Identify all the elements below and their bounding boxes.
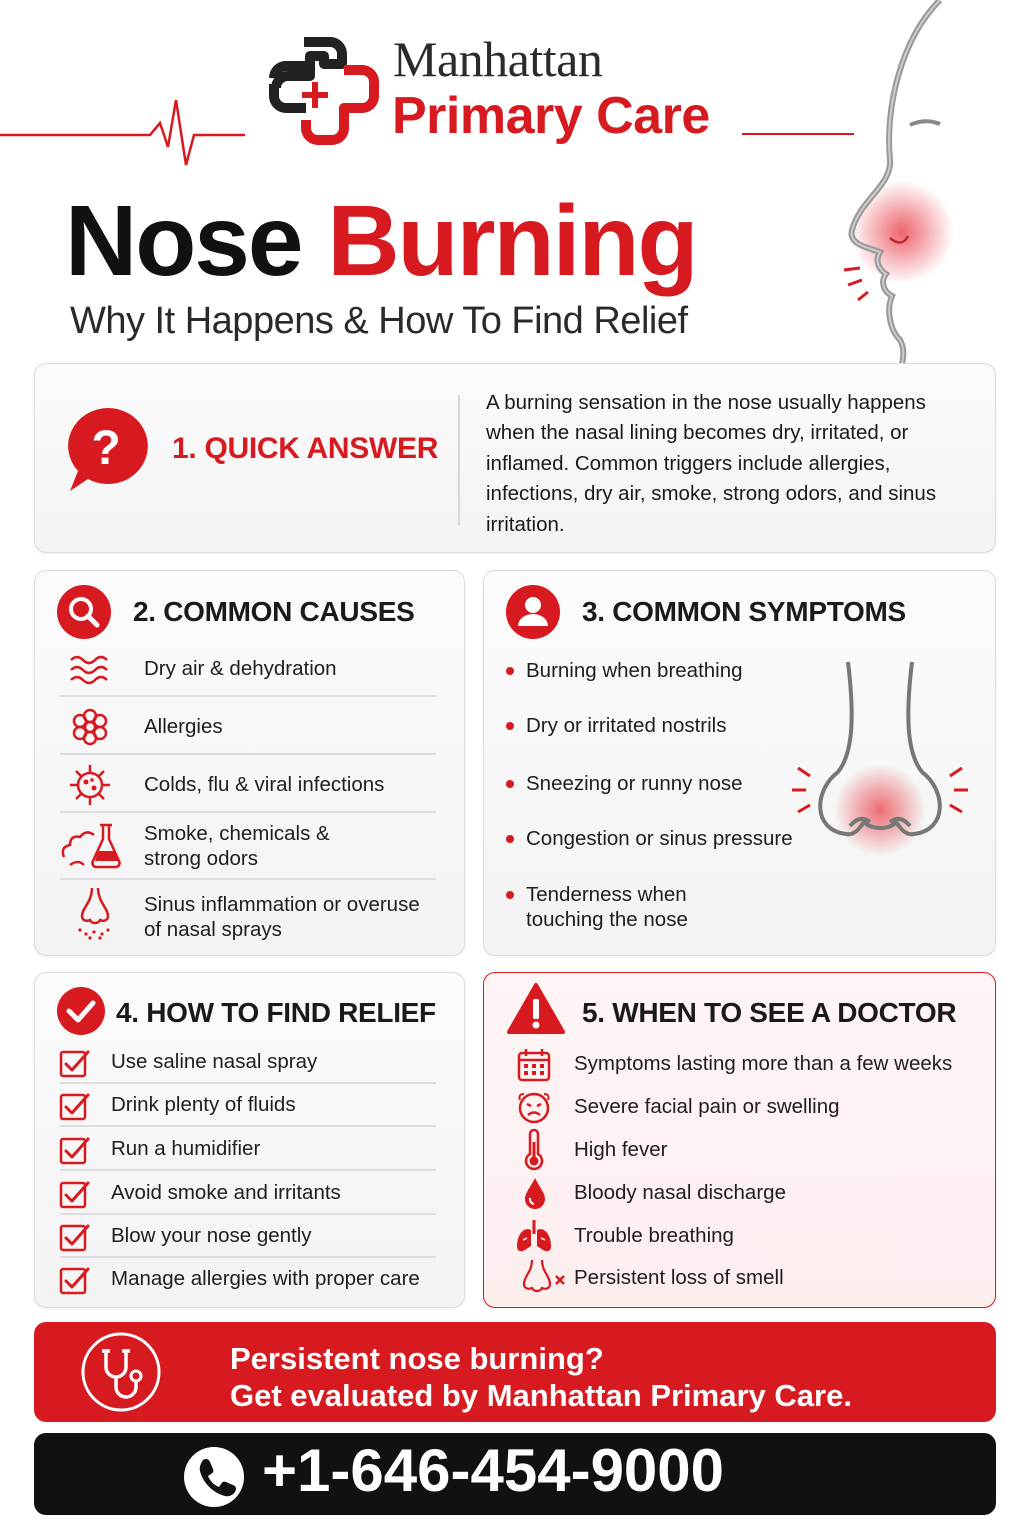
symptom-item: Congestion or sinus pressure <box>526 827 793 850</box>
cause-item: Dry air & dehydration <box>144 657 337 680</box>
checkbox-icon <box>59 1091 91 1121</box>
cause-item: Allergies <box>144 715 223 738</box>
question-bubble-icon <box>62 404 154 494</box>
phone-number[interactable]: +1-646-454-9000 <box>262 1437 725 1504</box>
relief-item: Blow your nose gently <box>111 1224 312 1247</box>
doctor-item: Persistent loss of smell <box>574 1266 784 1289</box>
cause-divider <box>60 878 436 880</box>
checkbox-icon <box>59 1222 91 1252</box>
face-pain-icon <box>516 1090 552 1126</box>
relief-item: Avoid smoke and irritants <box>111 1181 341 1204</box>
relief-title: 4. HOW TO FIND RELIEF <box>116 997 436 1028</box>
cause-item <box>144 893 420 942</box>
face-profile-illustration <box>830 0 1030 365</box>
wavy-air-icon <box>67 652 113 688</box>
nose-spray-icon <box>72 886 116 940</box>
cause-item-line2: of nasal sprays <box>144 917 282 941</box>
symptom-bullet <box>506 835 514 843</box>
quick-answer-text: A burning sensation in the nose usually happens when the nasal lining becomes dry, irritated, or inflamed. Common triggers include allergies, infections, dry air, smoke, strong odors, and sinus irritation. <box>486 391 937 536</box>
relief-item: Manage allergies with proper care <box>111 1267 420 1290</box>
cause-item-line2: strong odors <box>144 846 258 870</box>
symptom-bullet <box>506 722 514 730</box>
relief-divider <box>60 1125 436 1127</box>
quick-answer-title: 1. QUICK ANSWER <box>172 432 439 465</box>
symptom-item: Dry or irritated nostrils <box>526 714 727 737</box>
cause-divider <box>60 811 436 813</box>
cta-line2: Get evaluated by Manhattan Primary Care. <box>230 1378 852 1413</box>
symptoms-title: 3. COMMON SYMPTOMS <box>582 596 906 627</box>
relief-item: Run a humidifier <box>111 1137 261 1160</box>
cause-item <box>144 822 330 871</box>
logo-cross-icon <box>268 36 380 142</box>
brand-name-line2: Primary Care <box>392 87 710 145</box>
svg-text:?: ? <box>91 422 121 475</box>
symptom-item-line2: touching the nose <box>526 907 688 931</box>
cause-divider <box>60 695 436 697</box>
checkbox-icon <box>59 1179 91 1209</box>
doctor-item: Symptoms lasting more than a few weeks <box>574 1052 953 1075</box>
cause-divider <box>60 753 436 755</box>
cta-text <box>230 1340 852 1414</box>
checkbox-icon <box>59 1265 91 1295</box>
stethoscope-icon <box>80 1331 162 1413</box>
quick-answer-divider <box>458 395 460 525</box>
title-part2: Burning <box>327 185 697 297</box>
symptom-bullet <box>506 780 514 788</box>
causes-title: 2. COMMON CAUSES <box>133 596 415 627</box>
doctor-item: Bloody nasal discharge <box>574 1181 786 1204</box>
checkbox-icon <box>59 1048 91 1078</box>
relief-divider <box>60 1213 436 1215</box>
relief-divider <box>60 1169 436 1171</box>
relief-divider <box>60 1082 436 1084</box>
title-part1: Nose <box>65 185 302 297</box>
virus-icon <box>68 763 112 807</box>
cause-item-line1: Smoke, chemicals & <box>144 822 330 845</box>
cause-item-line1: Sinus inflammation or overuse <box>144 893 420 916</box>
brand-name-line1: Manhattan <box>393 31 603 87</box>
nose-illustration <box>790 660 970 860</box>
nose-x-icon <box>516 1258 566 1298</box>
symptom-bullet <box>506 667 514 675</box>
checkmark-circle-icon <box>56 986 106 1036</box>
symptom-item <box>526 883 688 932</box>
cta-line1: Persistent nose burning? <box>230 1341 604 1376</box>
doctor-item: Severe facial pain or swelling <box>574 1095 840 1118</box>
blood-drop-icon <box>522 1176 548 1210</box>
relief-divider <box>60 1256 436 1258</box>
warning-triangle-icon <box>506 982 566 1036</box>
page-subtitle: Why It Happens & How To Find Relief <box>70 300 688 342</box>
page-title <box>65 184 697 299</box>
checkbox-icon <box>59 1135 91 1165</box>
doctor-item: High fever <box>574 1138 668 1161</box>
smoke-flask-icon <box>60 821 126 871</box>
symptom-bullet <box>506 891 514 899</box>
heartbeat-line <box>0 95 260 175</box>
magnifier-icon <box>56 584 112 640</box>
symptom-item-line1: Tenderness when <box>526 883 687 906</box>
doctor-title: 5. WHEN TO SEE A DOCTOR <box>582 997 957 1028</box>
symptom-item: Sneezing or runny nose <box>526 772 743 795</box>
relief-item: Drink plenty of fluids <box>111 1093 296 1116</box>
doctor-item: Trouble breathing <box>574 1224 734 1247</box>
phone-icon <box>183 1446 245 1508</box>
flower-icon <box>68 707 112 747</box>
calendar-icon <box>516 1047 552 1083</box>
person-icon <box>505 584 561 640</box>
thermometer-icon <box>522 1130 546 1170</box>
symptom-item: Burning when breathing <box>526 659 743 682</box>
cause-item: Colds, flu & viral infections <box>144 773 385 796</box>
lungs-icon <box>515 1218 553 1254</box>
relief-item: Use saline nasal spray <box>111 1050 318 1073</box>
